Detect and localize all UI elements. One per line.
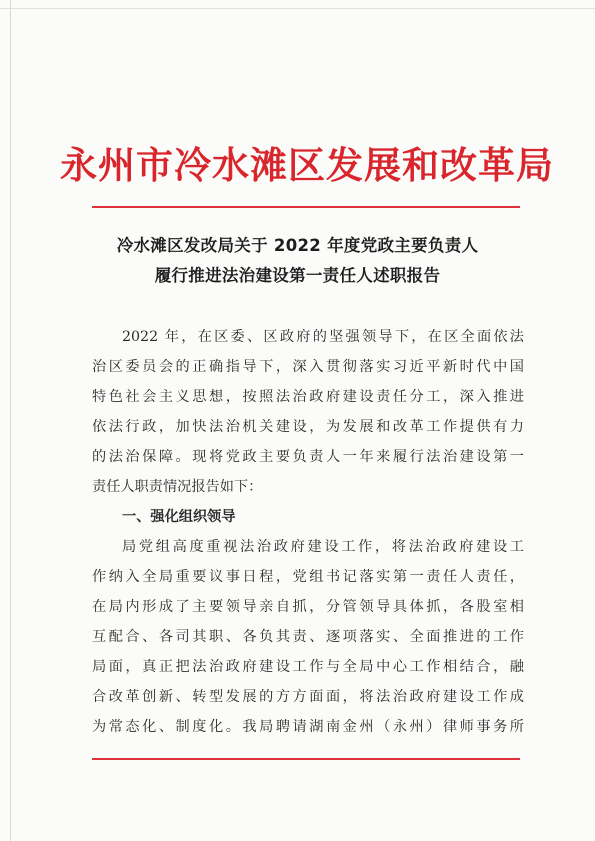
body-line: 局面，真正把法治政府建设工作与全局中心工作相结合，融 (92, 659, 524, 675)
body-line: 治区委员会的正确指导下，深入贯彻落实习近平新时代中国 (92, 359, 524, 375)
body-line: 特色社会主义思想，按照法治政府建设责任分工，深入推进 (92, 389, 524, 405)
report-body (92, 322, 524, 742)
footer-red-rule (92, 758, 520, 760)
page-edge-left (10, 0, 11, 841)
letterhead-red-rule (92, 206, 520, 208)
page-edge-top (0, 8, 595, 9)
document-title-line-1: 冷水滩区发改局关于 2022 年度党政主要负责人 (116, 236, 479, 255)
body-line: 2022 年，在区委、区政府的坚强领导下，在区全面依法 (122, 329, 524, 345)
body-line: 互配合、各司其职、各负其责、逐项落实、全面推进的工作 (92, 629, 524, 645)
body-line: 局党组高度重视法治政府建设工作，将法治政府建设工 (122, 539, 524, 555)
document-title-line-2: 履行推进法治建设第一责任人述职报告 (154, 266, 441, 285)
organization-letterhead: 永州市冷水滩区发展和改革局 (60, 143, 554, 187)
body-line: 依法行政，加快法治机关建设，为发展和改革工作提供有力 (92, 419, 524, 435)
body-line: 为常态化、制度化。我局聘请湖南金州（永州）律师事务所 (92, 719, 524, 735)
body-line: 的法治保障。现将党政主要负责人一年来履行法治建设第一 (92, 449, 524, 465)
section-heading: 一、强化组织领导 (122, 509, 236, 525)
body-line: 作纳入全局重要议事日程，党组书记落实第一责任人责任， (92, 569, 524, 585)
body-line: 合改革创新、转型发展的方方面面，将法治政府建设工作成 (92, 689, 524, 705)
body-line: 责任人职责情况报告如下： (92, 479, 263, 495)
body-line: 在局内形成了主要领导亲自抓，分管领导具体抓，各股室相 (92, 599, 524, 615)
